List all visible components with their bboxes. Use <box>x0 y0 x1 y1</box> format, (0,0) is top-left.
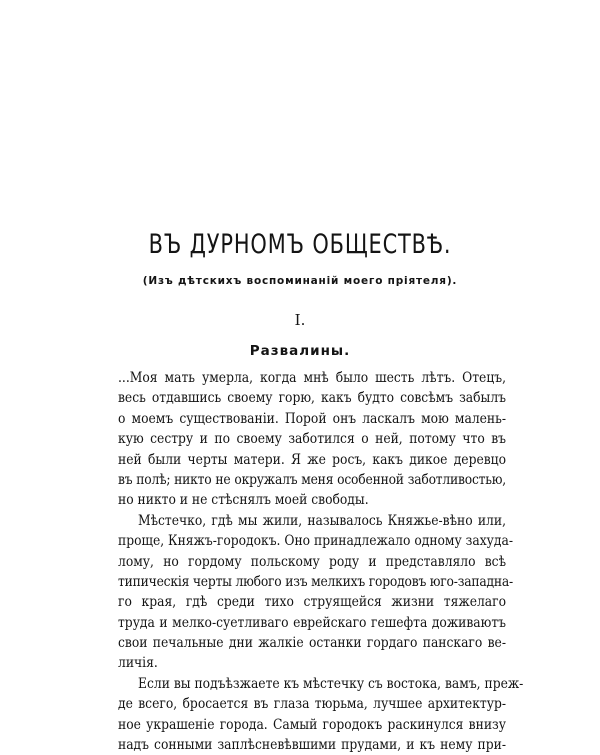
text-line: въ полѣ; никто не окружалъ меня особенной заботливостью, <box>118 471 506 488</box>
text-line: кую сестру и по своему заботился о ней, потому что въ <box>118 431 506 448</box>
text-line: ...Моя мать умерла, когда мнѣ было шесть лѣтъ. Отецъ, <box>118 370 506 386</box>
text-line: ное украшеніе города. Самый городокъ раскинулся внизу <box>118 716 506 733</box>
text-line: о моемъ существованіи. Порой онъ ласкалъ мою малень- <box>118 410 506 427</box>
text-line: труда и мелко-суетливаго еврейскаго гешефта доживаютъ <box>118 614 506 631</box>
text-line: типическія черты любого изъ мелкихъ городовъ юго-западна- <box>118 573 514 590</box>
text-line: но никто и не стѣснялъ моей свободы. <box>118 492 369 509</box>
text-line: весь отдавшись своему горю, какъ будто совсѣмъ забылъ <box>118 390 506 407</box>
chapter-title: ВЪ ДУРНОМЪ ОБЩЕСТВѢ. <box>148 229 452 260</box>
body-text <box>118 368 524 755</box>
text-line: проще, Княжъ-городокъ. Оно принадлежало одному захуда- <box>118 533 513 550</box>
text-line: личія. <box>118 655 158 672</box>
chapter-subtitle: (Изъ дѣтскихъ воспоминаній моего пріятеля). <box>142 275 458 287</box>
text-line: свои печальные дни жалкіе останки гордаго панскаго ве- <box>118 635 506 652</box>
text-line: лому, но гордому польскому роду и представляло всѣ <box>118 553 506 570</box>
text-line: ней были черты матери. Я же росъ, какъ дикое деревцо <box>118 451 506 468</box>
text-line: надъ сонными заплѣсневѣвшими прудами, и къ нему при- <box>118 737 506 754</box>
text-line: Если вы подъѣзжаете къ мѣстечку съ востока, вамъ, преж- <box>138 675 524 692</box>
text-line: го края, гдѣ среди тихо струящейся жизни тяжелаго <box>118 594 506 611</box>
section-title: Развалины. <box>249 343 351 359</box>
text-line: де всего, бросается въ глаза тюрьма, лучшее архитектур- <box>118 696 506 713</box>
section-number: I. <box>294 311 306 329</box>
text-line: Мѣстечко, гдѣ мы жили, называлось Княжье-вѣно или, <box>138 512 506 529</box>
